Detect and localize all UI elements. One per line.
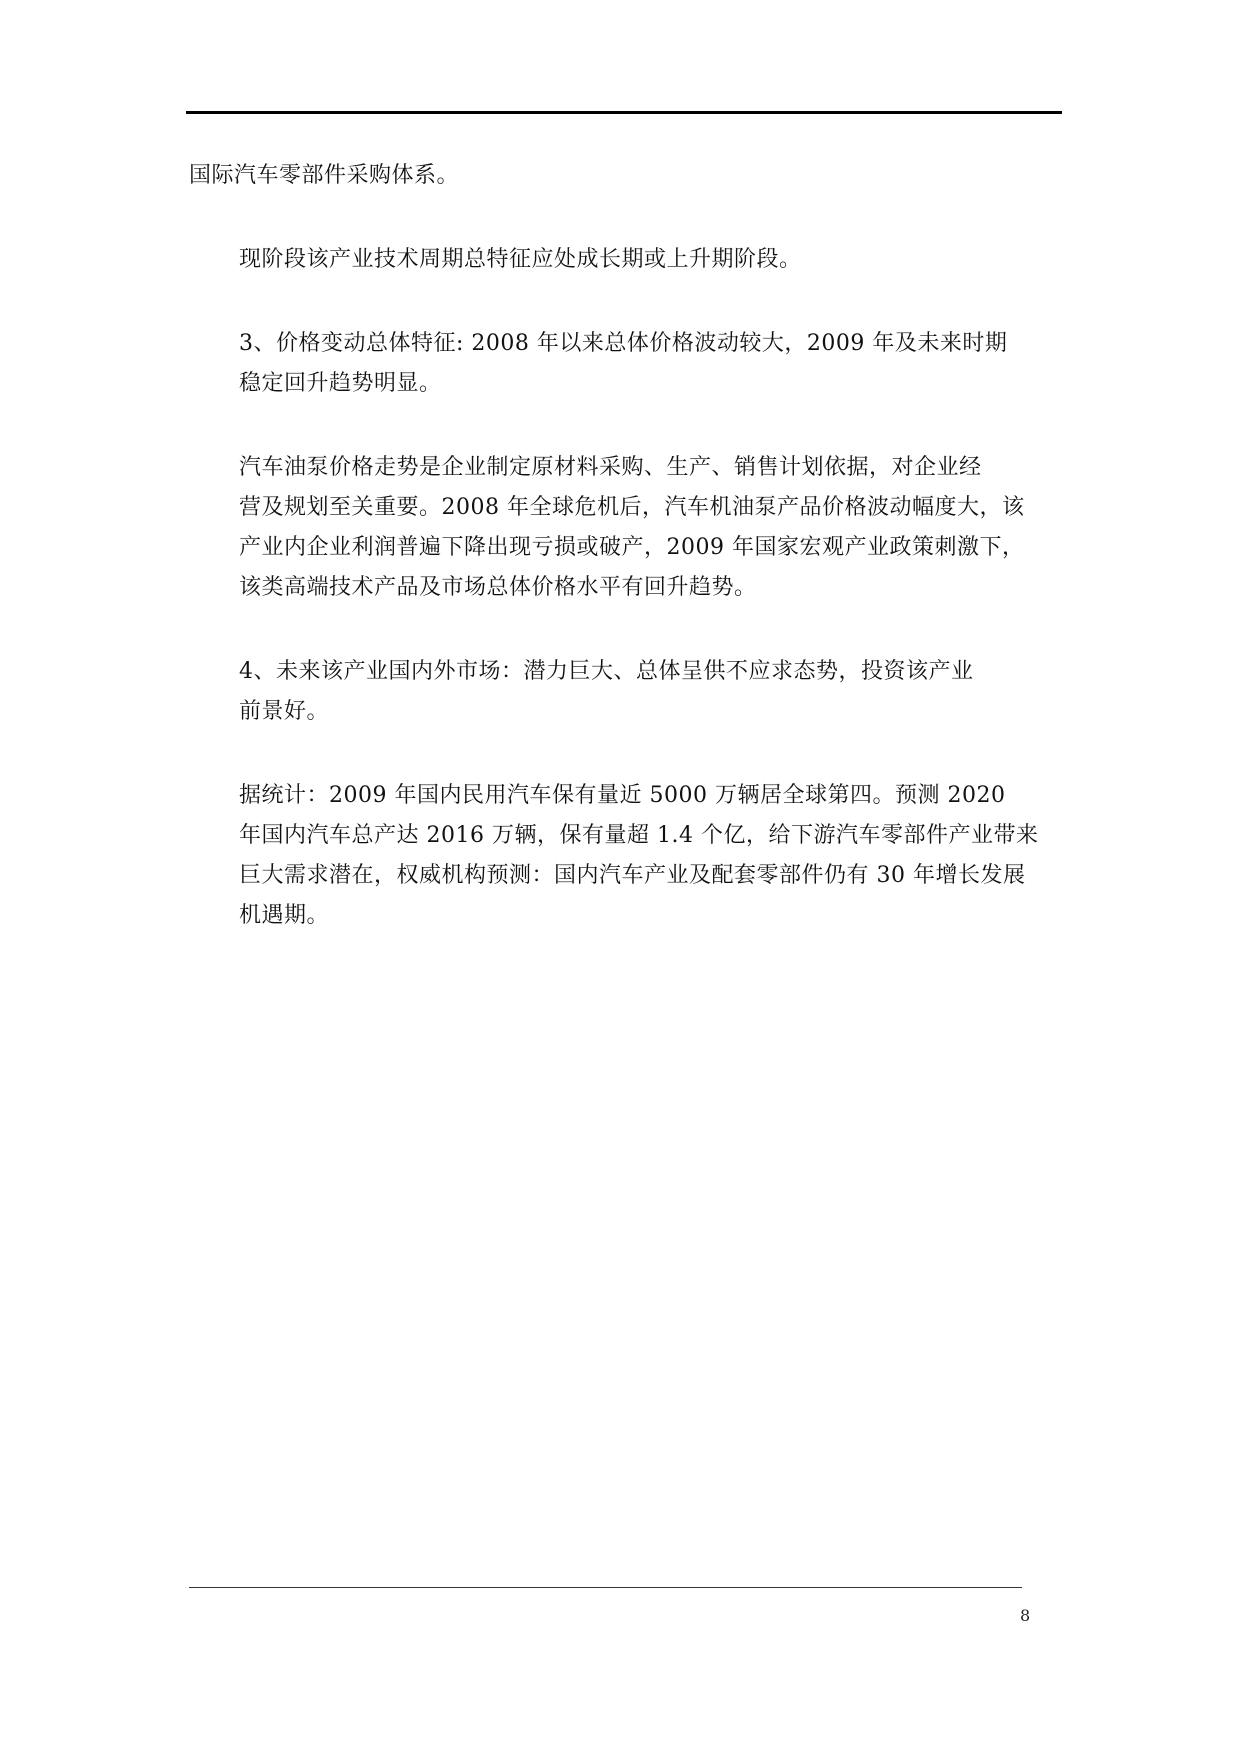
paragraph-line: 该类高端技术产品及市场总体价格水平有回升趋势。 bbox=[239, 575, 757, 600]
footer-rule bbox=[189, 1587, 1022, 1588]
paragraph-line: 巨大需求潜在，权威机构预测：国内汽车产业及配套零部件仍有 30 年增长发展 bbox=[239, 863, 1026, 888]
paragraph-line: 4、未来该产业国内外市场：潜力巨大、总体呈供不应求态势，投资该产业 bbox=[239, 659, 974, 684]
paragraph-statistics bbox=[189, 776, 1059, 936]
page-body bbox=[189, 156, 1059, 980]
paragraph-future-market bbox=[189, 652, 1059, 732]
paragraph-price-trend bbox=[189, 324, 1059, 404]
page-number: 8 bbox=[1020, 1606, 1031, 1625]
paragraph-line: 据统计：2009 年国内民用汽车保有量近 5000 万辆居全球第四。预测 2020 bbox=[239, 783, 1006, 808]
paragraph-procurement-system bbox=[189, 156, 1059, 196]
paragraph-line: 现阶段该产业技术周期总特征应处成长期或上升期阶段。 bbox=[239, 247, 802, 272]
paragraph-line: 前景好。 bbox=[239, 699, 330, 724]
paragraph-line: 机遇期。 bbox=[239, 903, 330, 928]
paragraph-line: 稳定回升趋势明显。 bbox=[239, 371, 442, 396]
paragraph-oil-pump-price bbox=[189, 448, 1059, 608]
paragraph-line: 年国内汽车总产达 2016 万辆，保有量超 1.4 个亿，给下游汽车零部件产业带来 bbox=[239, 823, 1039, 848]
paragraph-line: 营及规划至关重要。2008 年全球危机后，汽车机油泵产品价格波动幅度大，该 bbox=[239, 495, 1025, 520]
paragraph-tech-cycle bbox=[189, 240, 1059, 280]
paragraph-line: 3、价格变动总体特征: 2008 年以来总体价格波动较大，2009 年及未来时期 bbox=[239, 331, 1008, 356]
paragraph-line: 产业内企业利润普遍下降出现亏损或破产，2009 年国家宏观产业政策刺激下， bbox=[239, 535, 1025, 560]
paragraph-line: 汽车油泵价格走势是企业制定原材料采购、生产、销售计划依据，对企业经 bbox=[239, 455, 982, 480]
paragraph-line: 国际汽车零部件采购体系。 bbox=[189, 163, 460, 188]
header-rule bbox=[186, 111, 1062, 114]
